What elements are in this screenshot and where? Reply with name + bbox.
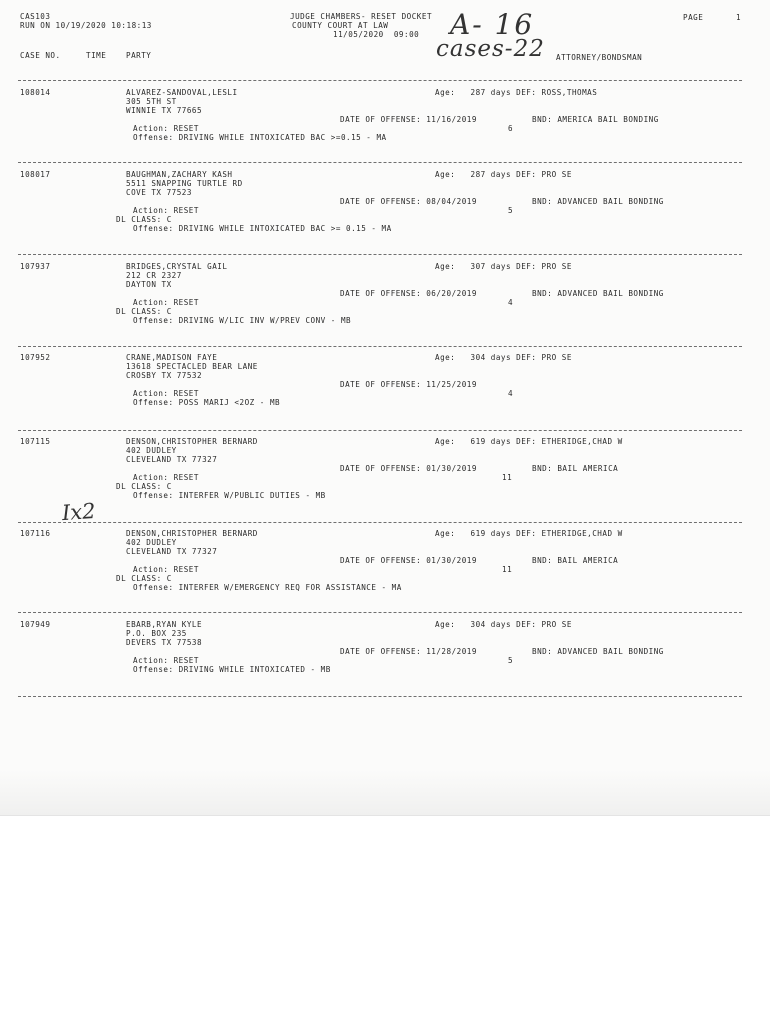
docket-entry bbox=[0, 258, 770, 338]
page-label: PAGE bbox=[683, 13, 704, 22]
offense-date: DATE OF OFFENSE: 06/20/2019 bbox=[340, 289, 477, 298]
case-number: 108017 bbox=[20, 170, 51, 179]
bondsman: BND: AMERICA BAIL BONDING bbox=[532, 115, 659, 124]
offense: Offense: INTERFER W/PUBLIC DUTIES - MB bbox=[133, 491, 326, 500]
col-time: TIME bbox=[86, 51, 107, 60]
offense: Offense: DRIVING W/LIC INV W/PREV CONV - MB bbox=[133, 316, 352, 325]
offense-date: DATE OF OFFENSE: 01/30/2019 bbox=[340, 464, 477, 473]
case-number: 108014 bbox=[20, 88, 51, 97]
docket-entry bbox=[0, 349, 770, 429]
case-number: 107115 bbox=[20, 437, 51, 446]
court-name: COUNTY COURT AT LAW bbox=[292, 21, 389, 30]
case-number: 107952 bbox=[20, 353, 51, 362]
age-defense: Age: 287 days DEF: ROSS,THOMAS bbox=[435, 88, 598, 97]
bondsman: BND: BAIL AMERICA bbox=[532, 464, 619, 473]
separator bbox=[18, 162, 742, 163]
offense: Offense: DRIVING WHILE INTOXICATED - MB bbox=[133, 665, 331, 674]
count: 11 bbox=[502, 473, 513, 482]
handwritten-case-count: cases-22 bbox=[436, 36, 545, 62]
bondsman: BND: ADVANCED BAIL BONDING bbox=[532, 289, 664, 298]
report-id: CAS103 bbox=[20, 12, 51, 21]
offense-date: DATE OF OFFENSE: 08/04/2019 bbox=[340, 197, 477, 206]
count: 5 bbox=[508, 656, 514, 665]
action: Action: RESET bbox=[133, 473, 199, 482]
page-number: 1 bbox=[736, 13, 742, 22]
address-line2: COVE TX 77523 bbox=[126, 188, 192, 197]
offense: Offense: DRIVING WHILE INTOXICATED BAC >=0.15 - MA bbox=[133, 133, 387, 142]
separator bbox=[18, 522, 742, 523]
age-defense: Age: 287 days DEF: PRO SE bbox=[435, 170, 572, 179]
address-line1: 5511 SNAPPING TURTLE RD bbox=[126, 179, 243, 188]
bondsman: BND: ADVANCED BAIL BONDING bbox=[532, 647, 664, 656]
docket-title: JUDGE CHAMBERS- RESET DOCKET bbox=[290, 12, 433, 21]
separator bbox=[18, 254, 742, 255]
run-on-timestamp: RUN ON 10/19/2020 10:18:13 bbox=[20, 21, 152, 30]
address-line1: 402 DUDLEY bbox=[126, 446, 177, 455]
separator bbox=[18, 346, 742, 347]
action: Action: RESET bbox=[133, 298, 199, 307]
docket-entry bbox=[0, 525, 770, 605]
docket-date-time: 11/05/2020 09:00 bbox=[333, 30, 420, 39]
address-line2: DAYTON TX bbox=[126, 280, 172, 289]
offense-date: DATE OF OFFENSE: 11/28/2019 bbox=[340, 647, 477, 656]
action: Action: RESET bbox=[133, 206, 199, 215]
age-defense: Age: 619 days DEF: ETHERIDGE,CHAD W bbox=[435, 529, 623, 538]
separator bbox=[18, 80, 742, 81]
party-name: DENSON,CHRISTOPHER BERNARD bbox=[126, 437, 258, 446]
party-name: EBARB,RYAN KYLE bbox=[126, 620, 203, 629]
count: 5 bbox=[508, 206, 514, 215]
offense-date: DATE OF OFFENSE: 11/25/2019 bbox=[340, 380, 477, 389]
offense-date: DATE OF OFFENSE: 11/16/2019 bbox=[340, 115, 477, 124]
bondsman: BND: BAIL AMERICA bbox=[532, 556, 619, 565]
address-line2: WINNIE TX 77665 bbox=[126, 106, 203, 115]
col-case-no: CASE NO. bbox=[20, 51, 61, 60]
count: 11 bbox=[502, 565, 513, 574]
party-name: ALVAREZ-SANDOVAL,LESLI bbox=[126, 88, 238, 97]
party-name: BRIDGES,CRYSTAL GAIL bbox=[126, 262, 228, 271]
age-defense: Age: 619 days DEF: ETHERIDGE,CHAD W bbox=[435, 437, 623, 446]
scan-shadow bbox=[0, 770, 770, 815]
address-line1: 305 5TH ST bbox=[126, 97, 177, 106]
party-name: BAUGHMAN,ZACHARY KASH bbox=[126, 170, 233, 179]
docket-entry bbox=[0, 616, 770, 696]
address-line2: CROSBY TX 77532 bbox=[126, 371, 203, 380]
address-line1: 402 DUDLEY bbox=[126, 538, 177, 547]
action: Action: RESET bbox=[133, 389, 199, 398]
address-line2: CLEVELAND TX 77327 bbox=[126, 455, 218, 464]
age-defense: Age: 307 days DEF: PRO SE bbox=[435, 262, 572, 271]
offense: Offense: DRIVING WHILE INTOXICATED BAC >= 0.15 - MA bbox=[133, 224, 392, 233]
address-line1: P.O. BOX 235 bbox=[126, 629, 187, 638]
offense: Offense: INTERFER W/EMERGENCY REQ FOR ASSISTANCE - MA bbox=[133, 583, 402, 592]
count: 4 bbox=[508, 298, 514, 307]
separator bbox=[18, 696, 742, 697]
action: Action: RESET bbox=[133, 565, 199, 574]
party-name: CRANE,MADISON FAYE bbox=[126, 353, 218, 362]
action: Action: RESET bbox=[133, 124, 199, 133]
dl-class: DL CLASS: C bbox=[116, 482, 172, 491]
dl-class: DL CLASS: C bbox=[116, 574, 172, 583]
docket-entry bbox=[0, 84, 770, 164]
age-defense: Age: 304 days DEF: PRO SE bbox=[435, 353, 572, 362]
offense-date: DATE OF OFFENSE: 01/30/2019 bbox=[340, 556, 477, 565]
count: 4 bbox=[508, 389, 514, 398]
case-number: 107937 bbox=[20, 262, 51, 271]
action: Action: RESET bbox=[133, 656, 199, 665]
docket-entry bbox=[0, 433, 770, 513]
case-number: 107949 bbox=[20, 620, 51, 629]
party-name: DENSON,CHRISTOPHER BERNARD bbox=[126, 529, 258, 538]
count: 6 bbox=[508, 124, 514, 133]
handwritten-side-note: Ix2 bbox=[61, 498, 97, 526]
dl-class: DL CLASS: C bbox=[116, 215, 172, 224]
bondsman: BND: ADVANCED BAIL BONDING bbox=[532, 197, 664, 206]
address-line1: 212 CR 2327 bbox=[126, 271, 182, 280]
handwritten-docket-id: A- 16 bbox=[450, 8, 535, 41]
separator bbox=[18, 430, 742, 431]
address-line2: CLEVELAND TX 77327 bbox=[126, 547, 218, 556]
address-line1: 13618 SPECTACLED BEAR LANE bbox=[126, 362, 258, 371]
separator bbox=[18, 612, 742, 613]
dl-class: DL CLASS: C bbox=[116, 307, 172, 316]
docket-entry bbox=[0, 166, 770, 246]
address-line2: DEVERS TX 77538 bbox=[126, 638, 203, 647]
case-number: 107116 bbox=[20, 529, 51, 538]
offense: Offense: POSS MARIJ <2OZ - MB bbox=[133, 398, 281, 407]
col-attorney-bondsman: ATTORNEY/BONDSMAN bbox=[556, 53, 643, 62]
age-defense: Age: 304 days DEF: PRO SE bbox=[435, 620, 572, 629]
col-party: PARTY bbox=[126, 51, 152, 60]
